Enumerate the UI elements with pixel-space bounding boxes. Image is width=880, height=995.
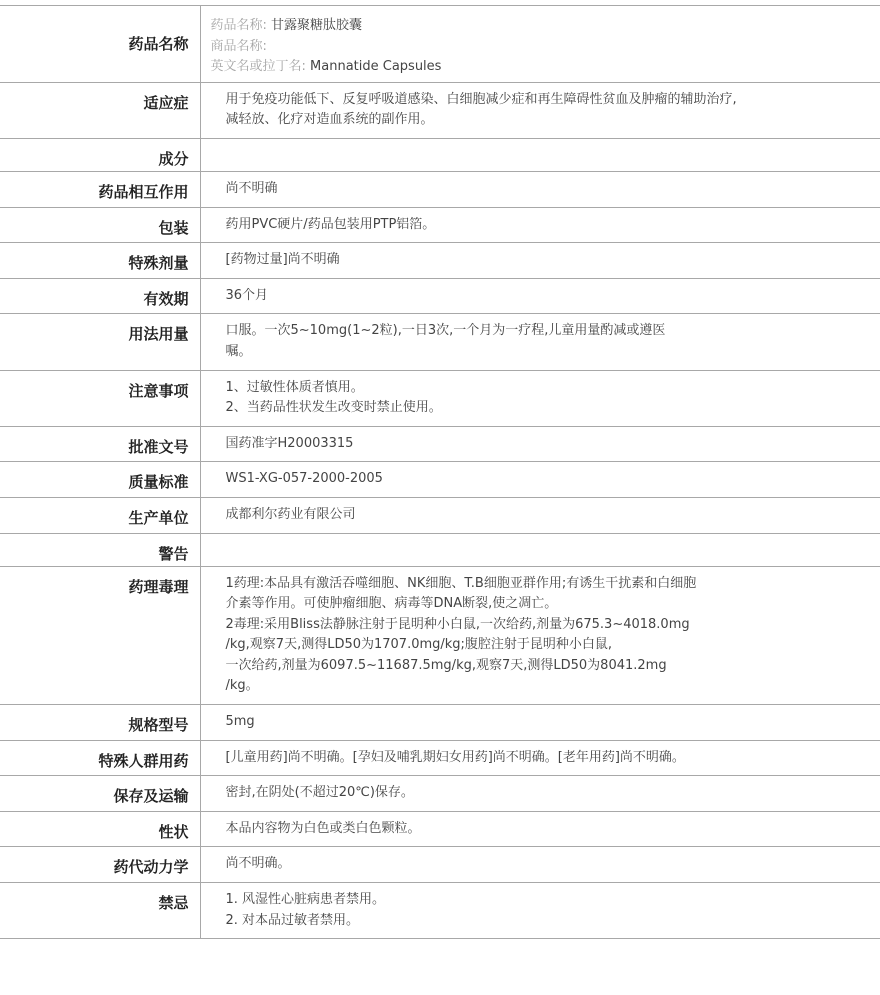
row-value: [200, 138, 880, 171]
row-label: 注意事项: [0, 370, 200, 426]
row-value-line: /kg。: [225, 678, 259, 694]
row-value: [200, 740, 880, 776]
drug-name-values: [200, 6, 880, 83]
row-value-line: 药用PVC硬片/药品包装用PTP铝箔。: [225, 216, 436, 232]
row-label: 包装: [0, 207, 200, 243]
row-value-line: 本品内容物为白色或类白色颗粒。: [225, 820, 421, 836]
row-value: [200, 278, 880, 314]
row-value: [200, 497, 880, 533]
row-value: [200, 207, 880, 243]
row-value: [200, 243, 880, 279]
generic-name-prefix: 药品名称:: [210, 18, 267, 33]
info-row: [0, 171, 880, 207]
row-label: 药代动力学: [0, 847, 200, 883]
row-label: 生产单位: [0, 497, 200, 533]
row-label: 质量标准: [0, 462, 200, 498]
row-value-line: 1药理:本品具有激活吞噬细胞、NK细胞、T.B细胞亚群作用;有诱生干扰素和白细胞: [225, 575, 697, 591]
row-label: 用法用量: [0, 314, 200, 370]
row-value-line: 2. 对本品过敏者禁用。: [225, 912, 360, 928]
row-label: 适应症: [0, 82, 200, 138]
row-label: 药理毒理: [0, 566, 200, 705]
row-label: 药品相互作用: [0, 171, 200, 207]
row-value-line: 嘱。: [225, 343, 252, 359]
generic-name: 甘露聚糖肽胶囊: [271, 18, 363, 33]
english-name: Mannatide Capsules: [310, 59, 442, 75]
row-value-line: 尚不明确。: [225, 856, 291, 872]
row-label: 性状: [0, 811, 200, 847]
generic-name-line: [211, 16, 871, 37]
info-row: [0, 566, 880, 705]
row-value: [200, 533, 880, 566]
english-name-prefix: 英文名或拉丁名:: [210, 59, 306, 75]
row-value-line: 2毒理:采用Bliss法静脉注射于昆明种小白鼠,一次给药,剂量为675.3~4018.0mg: [225, 616, 690, 632]
info-row: [0, 705, 880, 741]
info-row: [0, 243, 880, 279]
drug-name-row: [0, 6, 880, 83]
english-name-line: [211, 57, 871, 78]
info-row: [0, 847, 880, 883]
row-label: 禁忌: [0, 883, 200, 939]
info-row: [0, 207, 880, 243]
row-value-line: 减轻放、化疗对造血系统的副作用。: [225, 112, 434, 128]
info-row: [0, 811, 880, 847]
row-value-line: 5mg: [225, 714, 255, 730]
row-value: [200, 776, 880, 812]
row-value-line: 尚不明确: [225, 180, 278, 196]
info-row: [0, 883, 880, 939]
row-value: [200, 883, 880, 939]
row-label: 特殊剂量: [0, 243, 200, 279]
row-label: 保存及运输: [0, 776, 200, 812]
row-value-line: 一次给药,剂量为6097.5~11687.5mg/kg,观察7天,测得LD50为8041.2mg: [225, 657, 667, 673]
row-value: [200, 171, 880, 207]
row-label: 警告: [0, 533, 200, 566]
row-value-line: 成都利尔药业有限公司: [225, 506, 356, 522]
row-value: [200, 314, 880, 370]
row-value-line: 国药准字H20003315: [225, 435, 354, 451]
row-value: [200, 566, 880, 705]
row-label: 有效期: [0, 278, 200, 314]
row-value: [200, 82, 880, 138]
row-value-line: 密封,在阴处(不超过20℃)保存。: [225, 785, 414, 801]
row-value-line: /kg,观察7天,测得LD50为1707.0mg/kg;腹腔注射于昆明种小白鼠,: [225, 637, 613, 653]
row-value-line: 介素等作用。可使肿瘤细胞、病毒等DNA断裂,使之凋亡。: [225, 596, 558, 612]
row-label: 批准文号: [0, 426, 200, 462]
row-value-line: 36个月: [225, 287, 269, 303]
info-row: [0, 278, 880, 314]
trade-name-prefix: 商品名称:: [210, 38, 267, 54]
info-row: [0, 370, 880, 426]
row-value: [200, 462, 880, 498]
row-value-line: [药物过量]尚不明确: [225, 252, 340, 268]
row-value: [200, 370, 880, 426]
row-value: [200, 847, 880, 883]
row-value-line: [儿童用药]尚不明确。[孕妇及哺乳期妇女用药]尚不明确。[老年用药]尚不明确。: [225, 749, 685, 765]
drug-name-label: 药品名称: [0, 6, 200, 83]
row-value-line: 用于免疫功能低下、反复呼吸道感染、白细胞减少症和再生障碍性贫血及肿瘤的辅助治疗,: [225, 91, 737, 107]
drug-info-table: [0, 5, 880, 939]
info-row: [0, 497, 880, 533]
row-value-line: 口服。一次5~10mg(1~2粒),一日3次,一个月为一疗程,儿童用量酌减或遵医: [225, 323, 666, 339]
info-row: [0, 776, 880, 812]
row-label: 成分: [0, 138, 200, 171]
row-value: [200, 705, 880, 741]
row-value-line: 1、过敏性体质者慎用。: [225, 379, 364, 395]
row-value: [200, 426, 880, 462]
info-row: [0, 314, 880, 370]
info-row: [0, 426, 880, 462]
info-row: [0, 533, 880, 566]
row-label: 规格型号: [0, 705, 200, 741]
row-label: 特殊人群用药: [0, 740, 200, 776]
row-value-line: 2、当药品性状发生改变时禁止使用。: [225, 400, 442, 416]
trade-name-line: [211, 37, 871, 58]
row-value-line: WS1-XG-057-2000-2005: [225, 471, 383, 487]
info-row: [0, 82, 880, 138]
row-value: [200, 811, 880, 847]
info-row: [0, 462, 880, 498]
row-value-line: 1. 风湿性心脏病患者禁用。: [225, 892, 386, 908]
info-row: [0, 138, 880, 171]
info-row: [0, 740, 880, 776]
